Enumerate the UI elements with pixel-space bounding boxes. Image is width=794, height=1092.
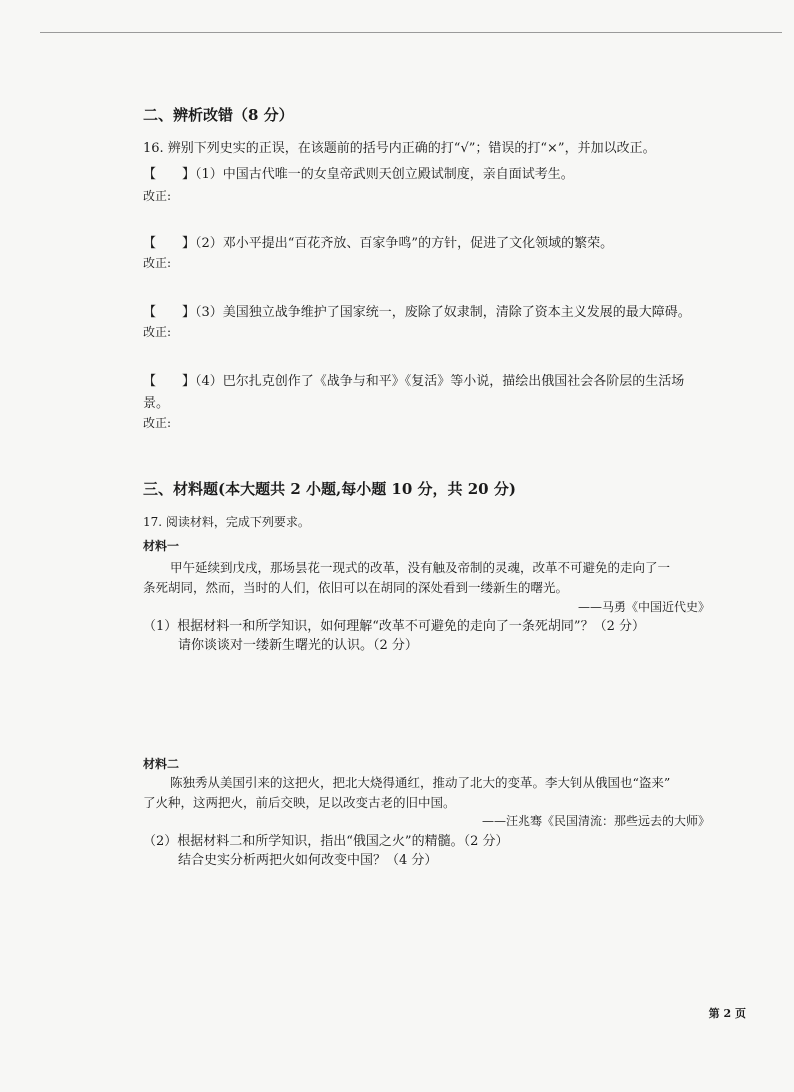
- answer-bracket: 【 】: [143, 374, 196, 389]
- q16-item-1: [143, 163, 574, 182]
- correction-label: 改正:: [143, 256, 172, 270]
- q17-2-followup: 结合史实分析两把火如何改变中国？（4 分）: [178, 853, 438, 868]
- material-2-line-2: 了火种，这两把火，前后交映，足以改变古老的旧中国。: [143, 795, 456, 810]
- q17-stem: 17. 阅读材料，完成下列要求。: [143, 515, 310, 529]
- section-2-title: 二、辨析改错（8 分）: [143, 106, 294, 124]
- correction-label: 改正:: [143, 189, 172, 203]
- top-rule: [40, 32, 782, 33]
- material-2-source: ——汪兆骞《民国清流：那些远去的大师》: [481, 814, 710, 828]
- q16-stem: 16. 辨别下列史实的正误，在该题前的括号内正确的打“√”；错误的打“×”，并加以改正。: [143, 141, 656, 156]
- q16-item-4-text: （4）巴尔扎克创作了《战争与和平》《复活》等小说，描绘出俄国社会各阶层的生活场: [195, 374, 685, 389]
- answer-bracket: 【 】: [143, 305, 196, 320]
- correction-label: 改正:: [143, 325, 172, 339]
- material-2-line-1: 陈独秀从美国引来的这把火，把北大烧得通红，推动了北大的变革。李大钊从俄国也“盗来”: [170, 775, 671, 790]
- material-1-line-2: 条死胡同，然而，当时的人们，依旧可以在胡同的深处看到一缕新生的曙光。: [143, 580, 569, 595]
- q16-item-4-continuation: 景。: [143, 396, 170, 411]
- material-1-source: ——马勇《中国近代史》: [577, 600, 710, 614]
- q16-item-3-text: （3）美国独立战争维护了国家统一，废除了奴隶制，清除了资本主义发展的最大障碍。: [195, 305, 691, 320]
- q17-1-question: （1）根据材料一和所学知识，如何理解“改革不可避免的走向了一条死胡同”？（2 分）: [143, 619, 645, 634]
- q16-item-1-text: （1）中国古代唯一的女皇帝武则天创立殿试制度，亲自面试考生。: [195, 167, 574, 182]
- q16-item-2-text: （2）邓小平提出“百花齐放、百家争鸣”的方针，促进了文化领域的繁荣。: [195, 236, 614, 251]
- material-1-label: 材料一: [143, 539, 180, 553]
- material-2-label: 材料二: [143, 757, 180, 771]
- q17-2-question: （2）根据材料二和所学知识，指出“俄国之火”的精髓。（2 分）: [143, 834, 509, 849]
- answer-bracket: 【 】: [143, 236, 196, 251]
- material-1-line-1: 甲午延续到戊戌，那场昙花一现式的改革，没有触及帝制的灵魂，改革不可避免的走向了一: [170, 560, 671, 575]
- q16-item-2: [143, 232, 613, 251]
- section-3-title: 三、材料题(本大题共 2 小题,每小题 10 分，共 20 分): [143, 480, 516, 498]
- page-number: 第 2 页: [708, 1007, 746, 1020]
- correction-label: 改正:: [143, 416, 172, 430]
- q16-item-3: [143, 301, 691, 320]
- q16-item-4: [143, 370, 684, 389]
- answer-bracket: 【 】: [143, 167, 196, 182]
- q17-1-followup: 请你谈谈对一缕新生曙光的认识。（2 分）: [178, 638, 418, 653]
